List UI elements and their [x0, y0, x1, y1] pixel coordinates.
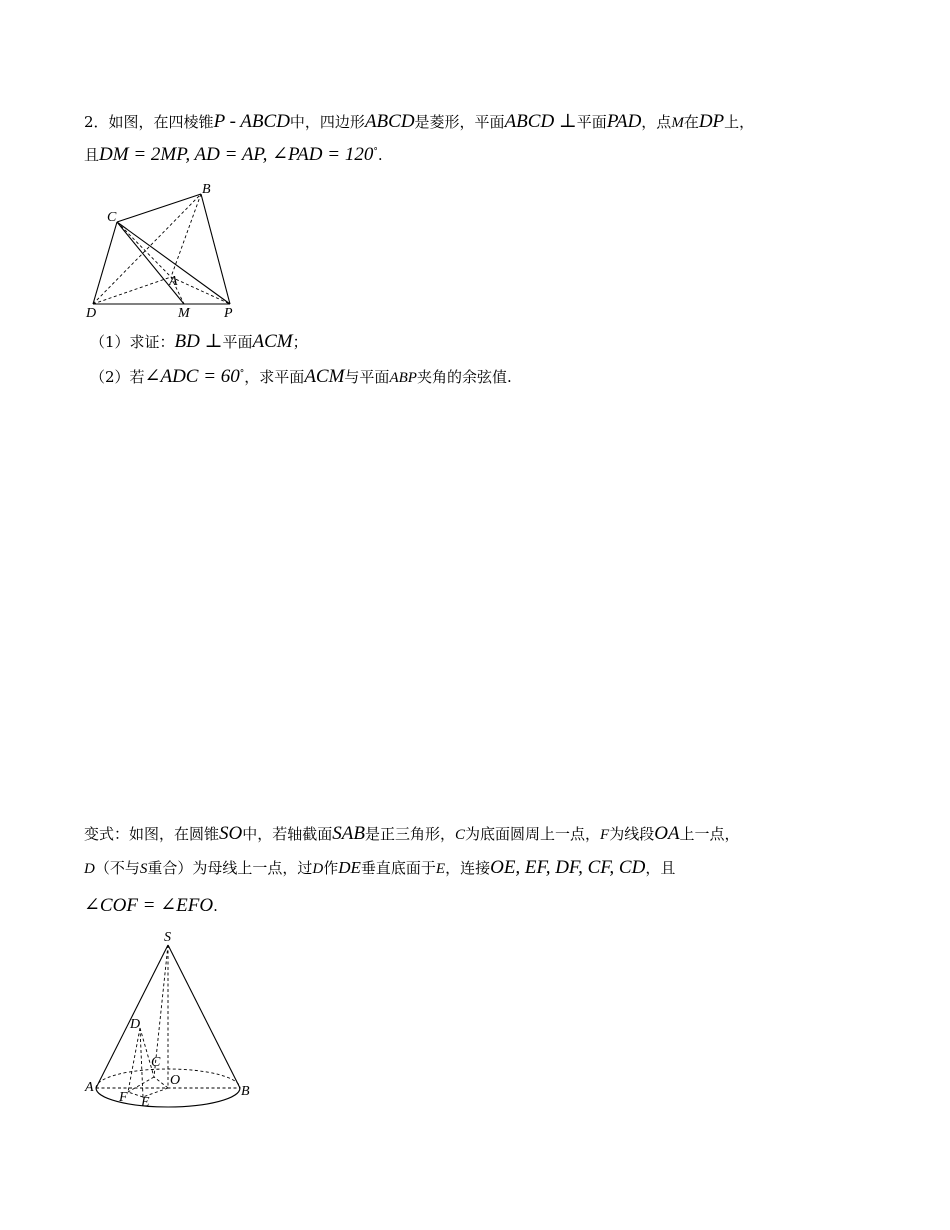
given-conditions: DM = 2MP, AD = AP, ∠PAD = 120: [99, 144, 374, 165]
pyramid-name: P - ABCD: [213, 111, 290, 132]
label-C: C: [151, 1055, 161, 1070]
label-M: M: [178, 306, 190, 321]
label-D: D: [86, 306, 97, 321]
question-1: （1）求证：BD ⊥平面ACM；: [90, 331, 308, 352]
label-O: O: [170, 1073, 181, 1088]
label-F: F: [119, 1090, 128, 1105]
edge-AP: [171, 277, 230, 304]
label-C: C: [107, 210, 117, 225]
label-A: A: [169, 274, 178, 289]
label-B: B: [241, 1084, 250, 1099]
label-P: P: [224, 306, 233, 321]
segment-CF: [128, 1077, 154, 1092]
variant-line-1: 变式：如图，在圆锥SO中，若轴截面SAB是正三角形，C为底面圆周上一点，F为线段OA上一点，: [84, 823, 740, 844]
label-B: B: [202, 182, 211, 197]
problem-line-1: 2．如图，在四棱锥P - ABCD中，四边形ABCD是菱形，平面ABCD ⊥平面PAD，点M在DP上，: [84, 111, 755, 132]
segment-DE: [140, 1028, 143, 1097]
label-E: E: [141, 1095, 150, 1110]
variant-line-3: ∠COF = ∠EFO.: [84, 895, 218, 916]
edge-DA: [93, 277, 171, 304]
base-front-arc: [96, 1088, 240, 1107]
pyramid-figure: [84, 178, 244, 320]
segment-OC: [154, 1077, 168, 1088]
label-D: D: [130, 1017, 141, 1032]
edge-BP: [201, 194, 230, 304]
label-A: A: [85, 1080, 94, 1095]
variant-line-2: D（不与S重合）为母线上一点，过D作DE垂直底面于E，连接OE, EF, DF, CF, CD，且: [84, 857, 676, 878]
question-2: （2）若∠ADC = 60°，求平面ACM与平面ABP夹角的余弦值.: [90, 366, 512, 387]
edge-CA: [117, 222, 171, 277]
problem-line-2: 且DM = 2MP, AD = AP, ∠PAD = 120°.: [84, 144, 383, 165]
label-S: S: [164, 930, 171, 945]
edge-CB: [117, 194, 201, 222]
problem-number: 2．: [84, 113, 109, 131]
cone-figure: [84, 925, 264, 1115]
segment-DF: [128, 1028, 140, 1092]
generatrix-SB: [168, 945, 240, 1088]
